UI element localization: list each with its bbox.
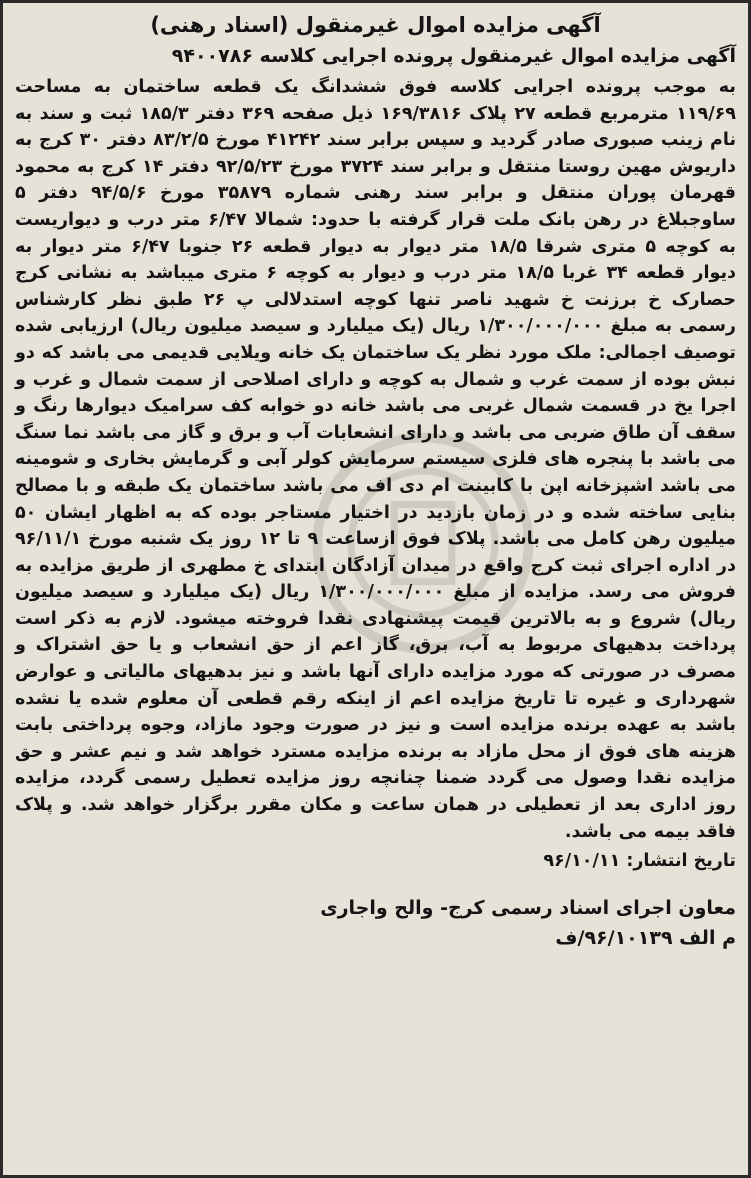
publish-date: تاریخ انتشار: ۹۶/۱۰/۱۱ — [543, 851, 736, 872]
reference-code: م الف ۹۶/۱۰۱۳۹/ف — [555, 927, 736, 950]
notice-title: آگهی مزایده اموال غیرمنقول (اسناد رهنی) — [150, 13, 601, 37]
signature-office: معاون اجرای اسناد رسمی کرج- والح واجاری — [320, 897, 736, 920]
notice-body: به موجب پرونده اجرایی کلاسه فوق ششدانگ یک قطعه ساختمان به مساحت ۱۱۹/۶۹ مترمربع قطعه ۲۷ پلاک ۱۶۹/۳۸۱۶ ذیل صفحه ۳۶۹ دفتر ۱۸۵/۳ ثبت و سند به نام زینب صبوری صادر گردید و سپس برابر سند ۴۱۲۴۲ مورخ ۸۳/۲/۵ دفتر ۳۰ کرج به داریوش مهین روستا منتقل و برابر سند ۳۷۲۴ مورخ ۹۲/۵/۲۳ دفتر ۱۴ کرج به محمود قهرمان پوران منتقل و برابر سند رهنی شماره ۳۵۸۷۹ مورخ ۹۴/۵/۶ دفتر ۵ ساوجبلاغ در رهن بانک ملت قرار گرفته با حدود: شمالا ۶/۴۷ متر درب و دیواریست به کوچه ۵ متری شرقا ۱۸/۵ متر دیوار به دیوار قطعه ۲۶ جنوبا ۶/۴۷ متر دیوار به دیوار قطعه ۳۴ غربا ۱۸/۵ متر درب و دیوار به کوچه ۶ متری میباشد به نشانی کرج حصارک خ برزنت خ شهید ناصر تنها کوچه استدلالی پ ۲۶ طبق نظر کارشناس رسمی به مبلغ ۱/۳۰۰/۰۰۰/۰۰۰ ریال (یک میلیارد و سیصد میلیون ریال) ارزیابی شده توصیف اجمالی: ملک مورد نظر یک ساختمان یک خانه ویلایی قدیمی می باشد که دو نبش بوده از سمت غرب و شمال به کوچه و دارای اصلاحی از سمت شمال و غرب و اجرا یخ در قسمت شمال غربی می باشد خانه دو خوابه کف سرامیک دیوارها رنگ و سقف آن طاق ضربی می باشد و دارای انشعابات آب و برق و گاز می باشد نما سنگ می باشد با پنجره های فلزی سیستم سرمایش کولر آبی و گرمایش بخاری و شومینه می باشد اشپزخانه اپن با کابینت ام دی اف می باشد ساختمان یک طبقه و با مصالح بنایی ساخته شده و در زمان بازدید در اختیار مستاجر بوده که به اظهار ایشان ۵۰ میلیون رهن کامل می باشد. پلاک فوق ازساعت ۹ تا ۱۲ روز یک شنبه مورخ ۹۶/۱۱/۱ در اداره اجرای ثبت کرج واقع در میدان آزادگان ابتدای خ مطهری از طریق مزایده به فروش می رسد. مزایده از مبلغ ۱/۳۰۰/۰۰۰/۰۰۰ ریال (یک میلیارد و سیصد میلیون ریال) شروع و به بالاترین قیمت پیشنهادی نقدا فروخته میشود. لازم به ذکر است پرداخت بدهیهای مربوط به آب، برق، گاز اعم از حق انشعاب و یا حق اشتراک و مصرف در صورتی که مورد مزایده دارای آنها باشد و نیز بدهیهای مالیاتی و عوارض شهرداری و غیره تا تاریخ مزایده اعم از اینکه رقم قطعی آن معلوم شده یا نشده باشد به عهده برنده مزایده است و نیز در صورت وجود مازاد، وجوه پرداختی بابت هزینه های فوق از محل مازاد به برنده مزایده مسترد خواهد شد و نیم عشر و حق مزایده نقدا وصول می گردد ضمنا چنانچه روز مزایده تعطیل رسمی گردد، مزایده روز اداری بعد از تعطیلی در همان ساعت و مکان مقرر برگزار خواهد شد. و پلاک فاقد بیمه می باشد. — [15, 77, 737, 842]
notice-subtitle: آگهی مزایده اموال غیرمنقول پرونده اجرایی کلاسه ۹۴۰۰۷۸۶ — [171, 45, 736, 67]
